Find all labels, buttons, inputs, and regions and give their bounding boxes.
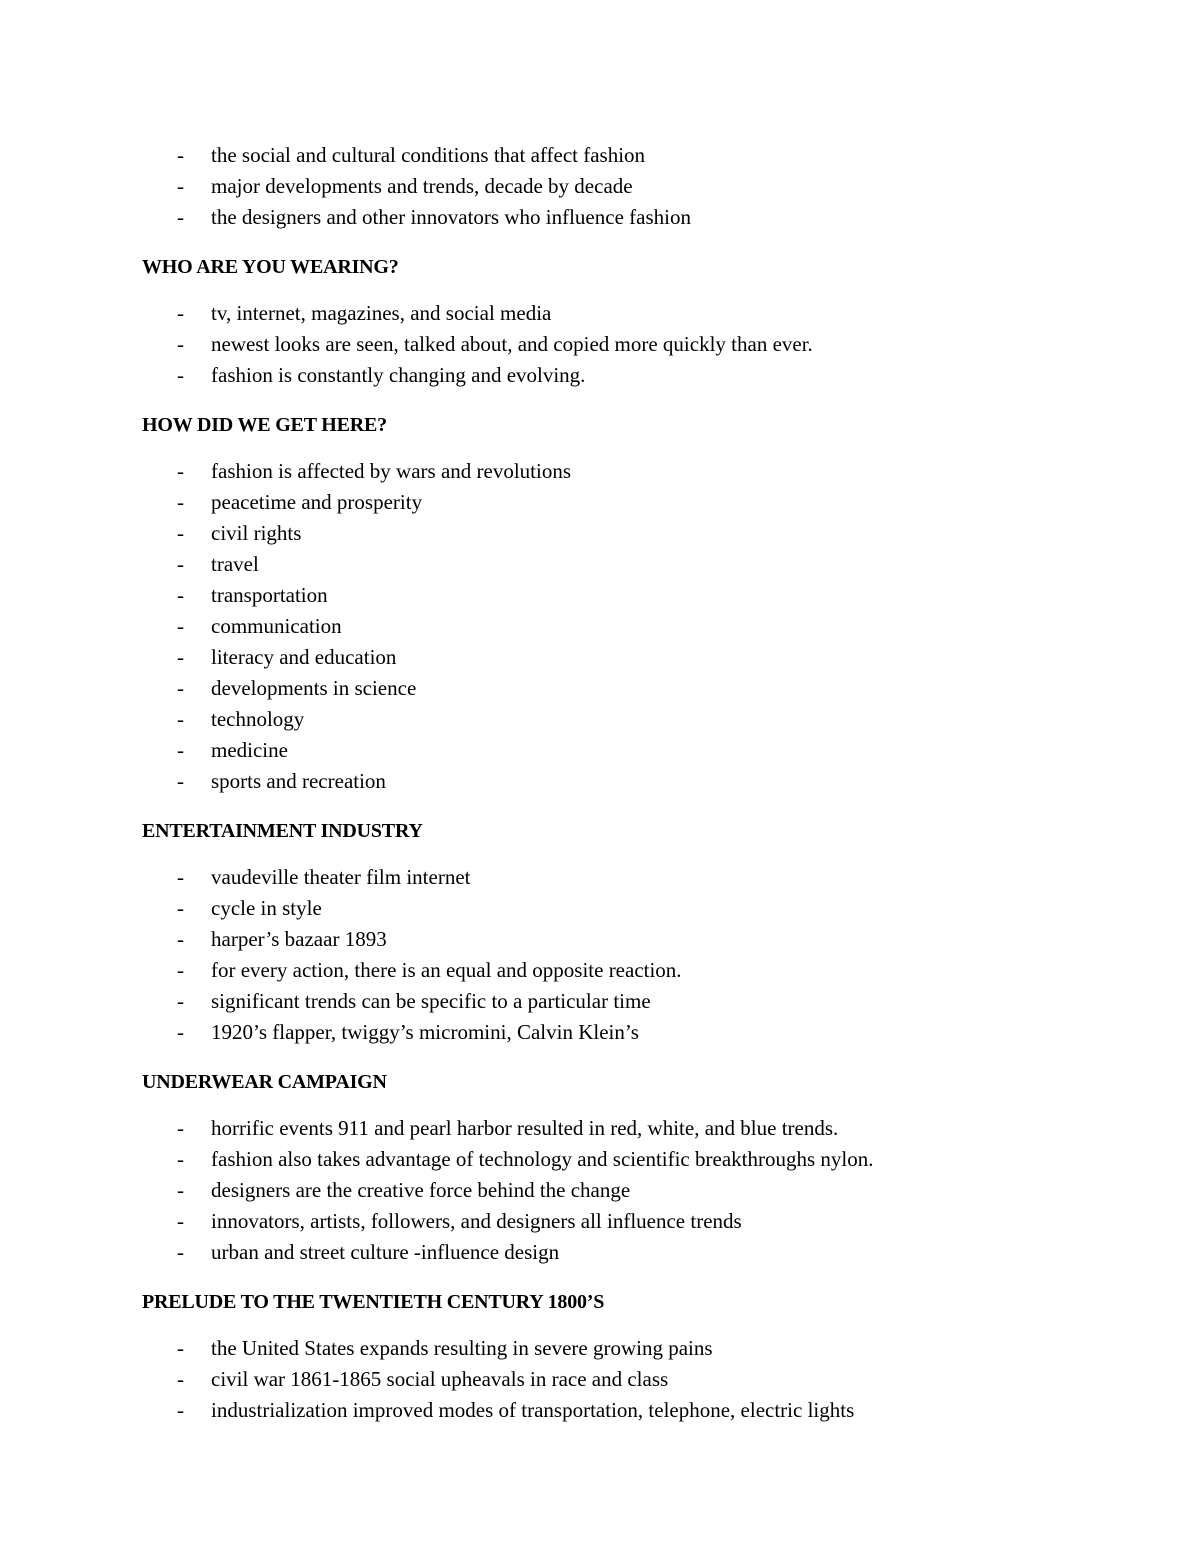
bullet-marker: - (177, 769, 184, 793)
list-item (142, 766, 1102, 797)
list-item (142, 487, 1102, 518)
bullet-marker: - (177, 1398, 184, 1422)
list-item (142, 360, 1102, 391)
bullet-marker: - (177, 1367, 184, 1391)
list-item-text: civil rights (211, 521, 302, 545)
list-item-text: fashion is affected by wars and revolutions (211, 459, 572, 483)
list-item-text: literacy and education (211, 645, 397, 669)
list-item (142, 298, 1102, 329)
bullet-marker: - (177, 301, 184, 325)
bullet-marker: - (177, 143, 184, 167)
list-item-text: industrialization improved modes of transportation, telephone, electric lights (211, 1398, 855, 1422)
list-item-text: 1920’s flapper, twiggy’s micromini, Calvin Klein’s (211, 1020, 639, 1044)
bullet-marker: - (177, 1116, 184, 1140)
list-item-text: vaudeville theater film internet (211, 865, 471, 889)
list-item-text: the social and cultural conditions that affect fashion (211, 143, 646, 167)
list-item-text: peacetime and prosperity (211, 490, 423, 514)
list-item (142, 1237, 1102, 1268)
bullet-marker: - (177, 738, 184, 762)
list-item (142, 1206, 1102, 1237)
list-item (142, 642, 1102, 673)
list-item-text: communication (211, 614, 342, 638)
list-item-text: medicine (211, 738, 288, 762)
list-item (142, 986, 1102, 1017)
list-item-text: designers are the creative force behind the change (211, 1178, 631, 1202)
bullet-marker: - (177, 958, 184, 982)
section-list-entertainment-industry (142, 862, 1102, 1048)
bullet-marker: - (177, 676, 184, 700)
list-item (142, 955, 1102, 986)
section-list-who-are-you-wearing (142, 298, 1102, 391)
list-item (142, 1333, 1102, 1364)
list-item (142, 611, 1102, 642)
section-heading-entertainment-industry: ENTERTAINMENT INDUSTRY (142, 820, 423, 842)
bullet-marker: - (177, 1147, 184, 1171)
list-item (142, 704, 1102, 735)
list-item-text: technology (211, 707, 305, 731)
bullet-marker: - (177, 707, 184, 731)
bullet-marker: - (177, 490, 184, 514)
list-item-text: the United States expands resulting in severe growing pains (211, 1336, 713, 1360)
list-item-text: tv, internet, magazines, and social media (211, 301, 552, 325)
list-item (142, 1017, 1102, 1048)
list-item (142, 329, 1102, 360)
bullet-marker: - (177, 363, 184, 387)
list-item-text: travel (211, 552, 259, 576)
list-item (142, 1113, 1102, 1144)
list-item-text: harper’s bazaar 1893 (211, 927, 387, 951)
section-heading-how-did-we-get-here: HOW DID WE GET HERE? (142, 414, 387, 436)
section-heading-prelude-twentieth-century: PRELUDE TO THE TWENTIETH CENTURY 1800’S (142, 1291, 605, 1313)
bullet-marker: - (177, 614, 184, 638)
bullet-marker: - (177, 1240, 184, 1264)
section-heading-who-are-you-wearing: WHO ARE YOU WEARING? (142, 256, 399, 278)
list-item-text: for every action, there is an equal and opposite reaction. (211, 958, 682, 982)
list-item-text: horrific events 911 and pearl harbor resulted in red, white, and blue trends. (211, 1116, 839, 1140)
bullet-marker: - (177, 1336, 184, 1360)
list-item (142, 862, 1102, 893)
list-item-text: developments in science (211, 676, 417, 700)
list-item (142, 549, 1102, 580)
bullet-marker: - (177, 896, 184, 920)
bullet-marker: - (177, 927, 184, 951)
list-item-text: cycle in style (211, 896, 322, 920)
list-item (142, 1395, 1102, 1426)
list-item (142, 893, 1102, 924)
bullet-marker: - (177, 583, 184, 607)
bullet-marker: - (177, 332, 184, 356)
list-item-text: sports and recreation (211, 769, 386, 793)
list-item-text: transportation (211, 583, 328, 607)
section-heading-underwear-campaign: UNDERWEAR CAMPAIGN (142, 1071, 387, 1093)
list-item (142, 924, 1102, 955)
list-item-text: fashion also takes advantage of technology and scientific breakthroughs nylon. (211, 1147, 874, 1171)
list-item-text: the designers and other innovators who influence fashion (211, 205, 691, 229)
section-list-underwear-campaign (142, 1113, 1102, 1268)
bullet-marker: - (177, 205, 184, 229)
list-item (142, 140, 1102, 171)
list-item-text: innovators, artists, followers, and designers all influence trends (211, 1209, 742, 1233)
list-item (142, 518, 1102, 549)
bullet-marker: - (177, 174, 184, 198)
list-item-text: newest looks are seen, talked about, and copied more quickly than ever. (211, 332, 813, 356)
list-item (142, 1144, 1102, 1175)
bullet-marker: - (177, 552, 184, 576)
bullet-marker: - (177, 989, 184, 1013)
list-item (142, 1175, 1102, 1206)
list-item (142, 673, 1102, 704)
bullet-marker: - (177, 865, 184, 889)
list-item-text: civil war 1861-1865 social upheavals in race and class (211, 1367, 669, 1391)
document-content (142, 140, 1102, 1426)
section-list-how-did-we-get-here (142, 456, 1102, 797)
list-item (142, 171, 1102, 202)
bullet-marker: - (177, 1178, 184, 1202)
list-item (142, 202, 1102, 233)
bullet-marker: - (177, 521, 184, 545)
list-item-text: significant trends can be specific to a particular time (211, 989, 651, 1013)
bullet-marker: - (177, 1020, 184, 1044)
list-item (142, 1364, 1102, 1395)
bullet-marker: - (177, 459, 184, 483)
list-item (142, 456, 1102, 487)
list-item (142, 735, 1102, 766)
list-item (142, 580, 1102, 611)
list-item-text: fashion is constantly changing and evolving. (211, 363, 586, 387)
bullet-marker: - (177, 645, 184, 669)
section-list-prelude-twentieth-century (142, 1333, 1102, 1426)
list-item-text: urban and street culture -influence design (211, 1240, 560, 1264)
intro-list (142, 140, 1102, 233)
list-item-text: major developments and trends, decade by decade (211, 174, 633, 198)
bullet-marker: - (177, 1209, 184, 1233)
